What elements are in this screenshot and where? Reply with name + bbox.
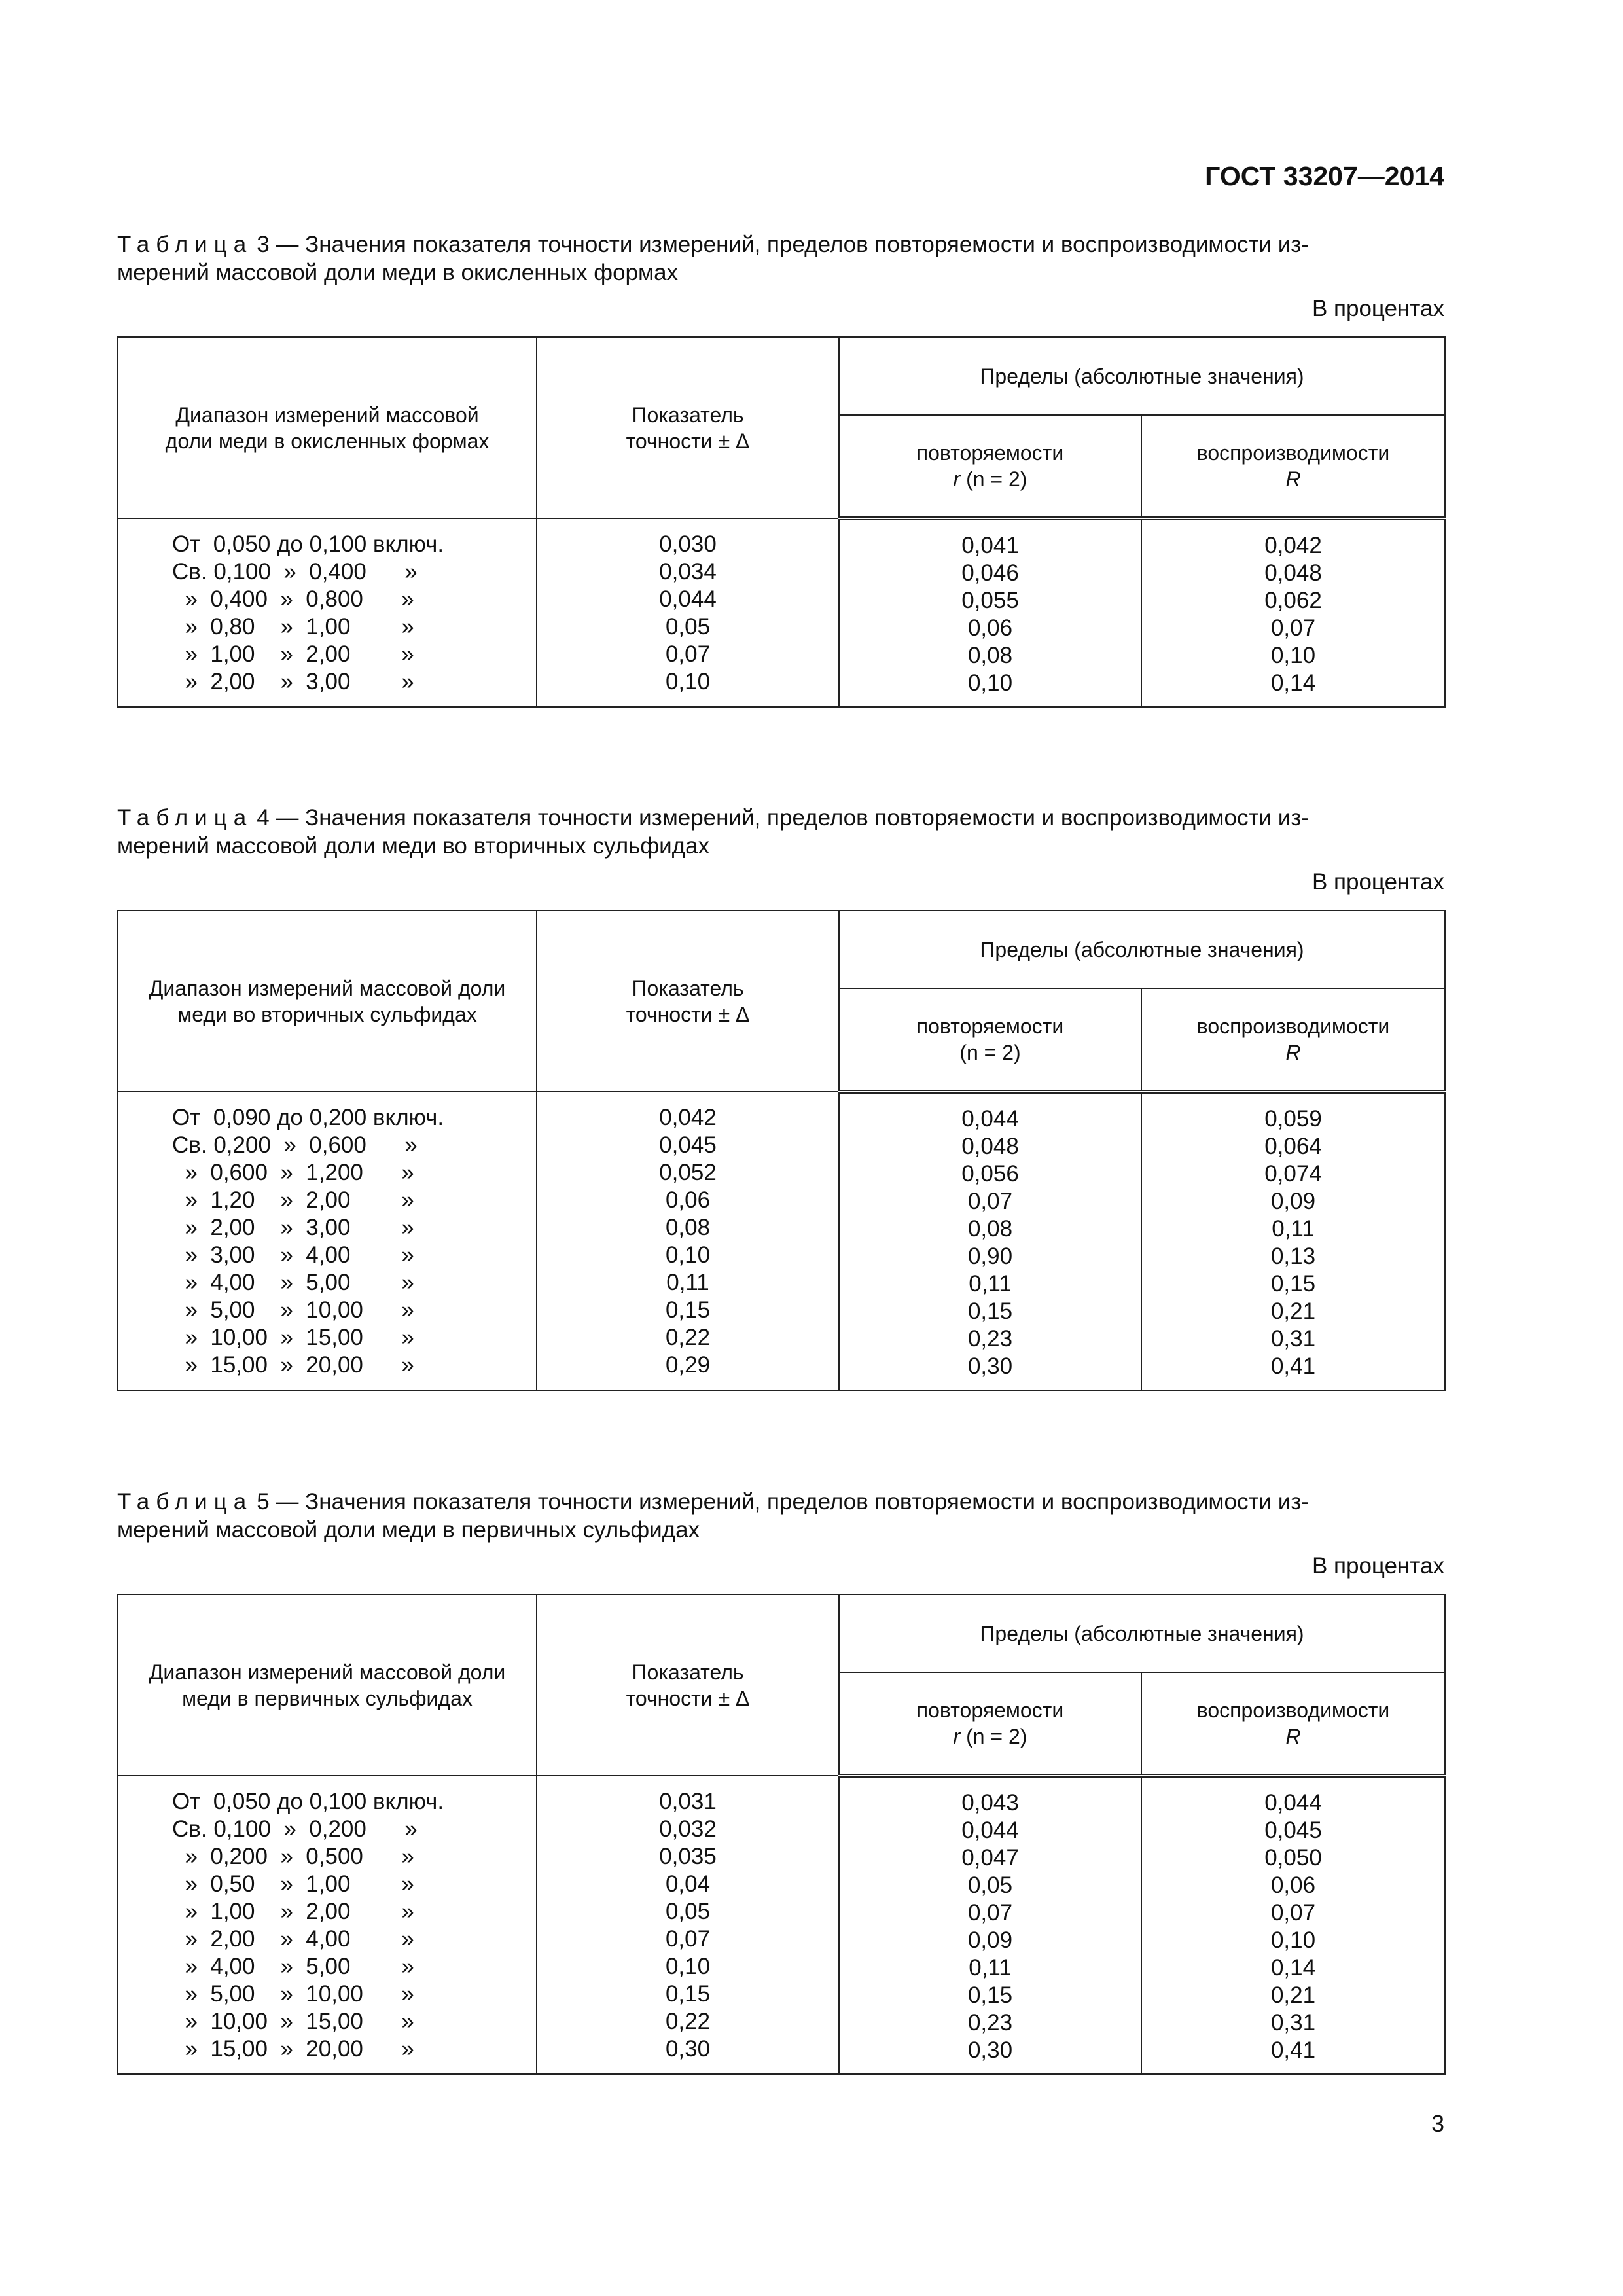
header-repeatability: повторяемости (n = 2)	[839, 988, 1141, 1092]
cell-repeatability: 0,041 0,046 0,055 0,06 0,08 0,10	[839, 518, 1141, 707]
units-note: В процентах	[1311, 1553, 1444, 1579]
table-4	[117, 910, 1446, 1391]
header-limits: Пределы (абсолютные значения)	[839, 910, 1445, 988]
page-number: 3	[1431, 2110, 1444, 2137]
header-reproducibility: воспроизводимости R	[1141, 988, 1445, 1092]
header-accuracy: Показатель точности ± Δ	[537, 1594, 839, 1776]
table-3-caption	[117, 230, 1439, 287]
header-reproducibility: воспроизводимости R	[1141, 1672, 1445, 1776]
caption-text-cont: мерений массовой доли меди в первичных сульфидах	[117, 1517, 700, 1543]
cell-reproducibility: 0,044 0,045 0,050 0,06 0,07 0,10 0,14 0,21 0,31 0,41	[1141, 1776, 1445, 2074]
table-label: Таблица	[117, 805, 253, 831]
cell-accuracy: 0,030 0,034 0,044 0,05 0,07 0,10	[537, 518, 839, 707]
caption-text: 5 — Значения показателя точности измерений, пределов повторяемости и воспроизводимости из-	[257, 1489, 1310, 1515]
header-range: Диапазон измерений массовой доли меди в окисленных формах	[118, 337, 537, 518]
header-limits: Пределы (абсолютные значения)	[839, 1594, 1445, 1672]
table-label: Таблица	[117, 232, 253, 257]
header-range: Диапазон измерений массовой доли меди во вторичных сульфидах	[118, 910, 537, 1092]
table-label: Таблица	[117, 1489, 253, 1515]
header-accuracy: Показатель точности ± Δ	[537, 337, 839, 518]
table-5-caption	[117, 1488, 1439, 1544]
header-accuracy: Показатель точности ± Δ	[537, 910, 839, 1092]
cell-repeatability: 0,044 0,048 0,056 0,07 0,08 0,90 0,11 0,15 0,23 0,30	[839, 1092, 1141, 1390]
header-repeatability: повторяемости r (n = 2)	[839, 1672, 1141, 1776]
cell-ranges: От 0,050 до 0,100 включ. Св. 0,100 » 0,200 » » 0,200 » 0,500 » » 0,50 » 1,00 » » 1,00 » 2,00 » » 2,00 » 4,00 » » 4,00 » 5,00 » » 5,00 » 10,00 » » 10,00 » 15,00 » » 15,00 » 20,00 »	[118, 1776, 537, 2074]
caption-text-cont: мерений массовой доли меди в окисленных формах	[117, 260, 679, 285]
caption-text: 4 — Значения показателя точности измерений, пределов повторяемости и воспроизводимости из-	[257, 805, 1310, 831]
table-5	[117, 1594, 1446, 2075]
units-note: В процентах	[1311, 869, 1444, 895]
table-4-caption	[117, 804, 1439, 860]
caption-text: 3 — Значения показателя точности измерений, пределов повторяемости и воспроизводимости из-	[257, 232, 1310, 257]
cell-accuracy: 0,031 0,032 0,035 0,04 0,05 0,07 0,10 0,15 0,22 0,30	[537, 1776, 839, 2074]
header-reproducibility: воспроизводимости R	[1141, 415, 1445, 518]
header-repeatability: повторяемости r (n = 2)	[839, 415, 1141, 518]
cell-reproducibility: 0,059 0,064 0,074 0,09 0,11 0,13 0,15 0,21 0,31 0,41	[1141, 1092, 1445, 1390]
caption-text-cont: мерений массовой доли меди во вторичных сульфидах	[117, 833, 710, 859]
table-3	[117, 336, 1446, 708]
cell-reproducibility: 0,042 0,048 0,062 0,07 0,10 0,14	[1141, 518, 1445, 707]
cell-ranges: От 0,050 до 0,100 включ. Св. 0,100 » 0,400 » » 0,400 » 0,800 » » 0,80 » 1,00 » » 1,00 » 2,00 » » 2,00 » 3,00 »	[118, 518, 537, 707]
header-limits: Пределы (абсолютные значения)	[839, 337, 1445, 415]
document-code: ГОСТ 33207—2014	[1205, 161, 1444, 191]
cell-ranges: От 0,090 до 0,200 включ. Св. 0,200 » 0,600 » » 0,600 » 1,200 » » 1,20 » 2,00 » » 2,00 » 3,00 » » 3,00 » 4,00 » » 4,00 » 5,00 » » 5,00 » 10,00 » » 10,00 » 15,00 » » 15,00 » 20,00 »	[118, 1092, 537, 1390]
cell-accuracy: 0,042 0,045 0,052 0,06 0,08 0,10 0,11 0,15 0,22 0,29	[537, 1092, 839, 1390]
header-range: Диапазон измерений массовой доли меди в первичных сульфидах	[118, 1594, 537, 1776]
units-note: В процентах	[1311, 296, 1444, 321]
cell-repeatability: 0,043 0,044 0,047 0,05 0,07 0,09 0,11 0,15 0,23 0,30	[839, 1776, 1141, 2074]
